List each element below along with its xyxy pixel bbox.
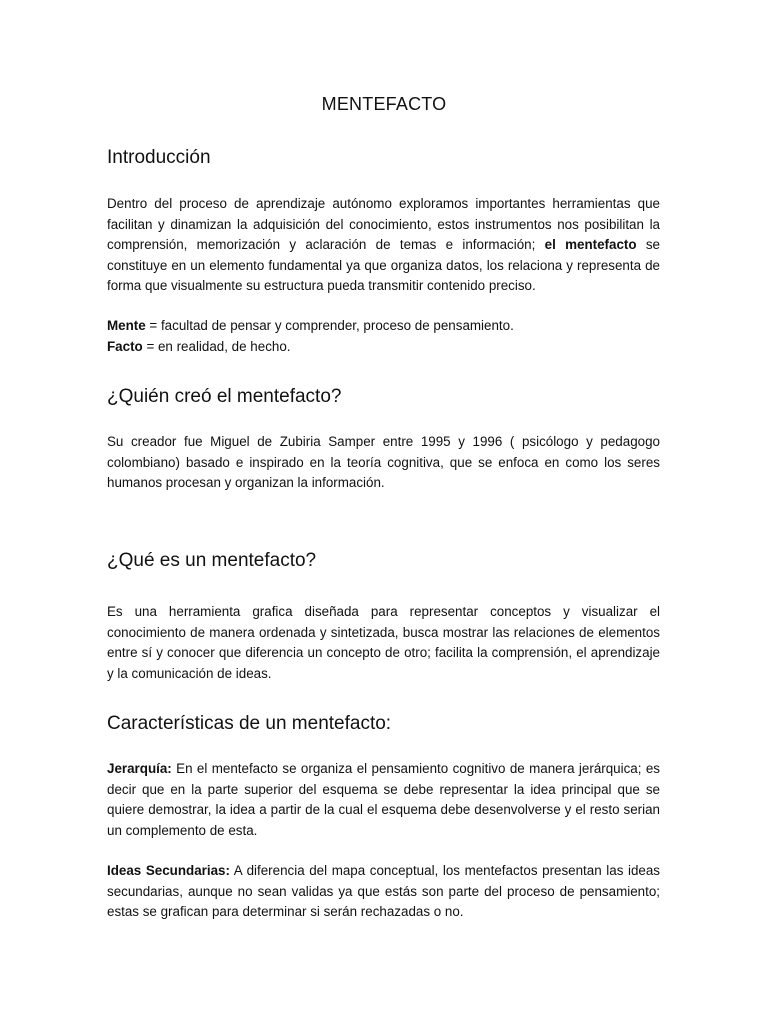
- definition-facto: [107, 337, 660, 358]
- intro-text-b: se constituye en un elemento fundamental ya que organiza datos, los relaciona y representa de forma que visualmente su estructura pueda transmitir contenido preciso.: [107, 237, 660, 294]
- what-paragraph: Es una herramienta grafica diseñada para representar conceptos y visualizar el conocimiento de manera ordenada y sintetizada, busca mostrar las relaciones de elementos entre sí y conocer que diferencia un concepto de otro; facilita la comprensión, el aprendizaje y la comunicación de ideas.: [107, 604, 660, 681]
- feature-hierarchy-term: Jerarquía:: [107, 761, 172, 776]
- feature-secondary-term: Ideas Secundarias:: [107, 863, 230, 878]
- definitions-block: [107, 316, 660, 357]
- feature-secondary-text: A diferencia del mapa conceptual, los mentefactos presentan las ideas secundarias, aunque no sean validas ya que estás son parte del proceso de pensamiento; estas se grafican para determinar si serán rechazadas o no.: [107, 863, 660, 920]
- facto-definition: = en realidad, de hecho.: [142, 338, 291, 354]
- feature-secondary-ideas: [107, 861, 660, 923]
- intro-paragraph: [107, 194, 660, 297]
- definition-mente: [107, 316, 660, 337]
- intro-text-a: Dentro del proceso de aprendizaje autónomo exploramos importantes herramientas que facilitan y dinamizan la adquisición del conocimiento, estos instrumentos nos posibilitan la comprensión, memorización y aclaración de temas e información;: [107, 196, 660, 253]
- who-heading: ¿Quién creó el mentefacto?: [107, 386, 342, 407]
- who-paragraph: Su creador fue Miguel de Zubiria Samper entre 1995 y 1996 ( psicólogo y pedagogo colombiano) basado e inspirado en la teoría cognitiva, que se enfoca en como los seres humanos procesan y organizan la información.: [107, 434, 660, 491]
- mente-term: Mente: [107, 318, 146, 333]
- feature-hierarchy-text: En el mentefacto se organiza el pensamiento cognitivo de manera jerárquica; es decir que en la parte superior del esquema se debe representar la idea principal que se quiere demostrar, la idea a partir de la cual el esquema debe desenvolverse y el resto serian un complemento de esta.: [107, 761, 660, 838]
- facto-term: Facto: [107, 338, 143, 354]
- intro-bold-term: el mentefacto: [544, 237, 637, 253]
- document-title: MENTEFACTO: [321, 94, 447, 114]
- intro-heading: Introducción: [107, 147, 211, 168]
- feature-hierarchy: [107, 759, 660, 841]
- features-heading: Características de un mentefacto:: [107, 713, 392, 734]
- mente-definition: = facultad de pensar y comprender, proceso de pensamiento.: [145, 318, 514, 333]
- what-heading: ¿Qué es un mentefacto?: [107, 550, 317, 571]
